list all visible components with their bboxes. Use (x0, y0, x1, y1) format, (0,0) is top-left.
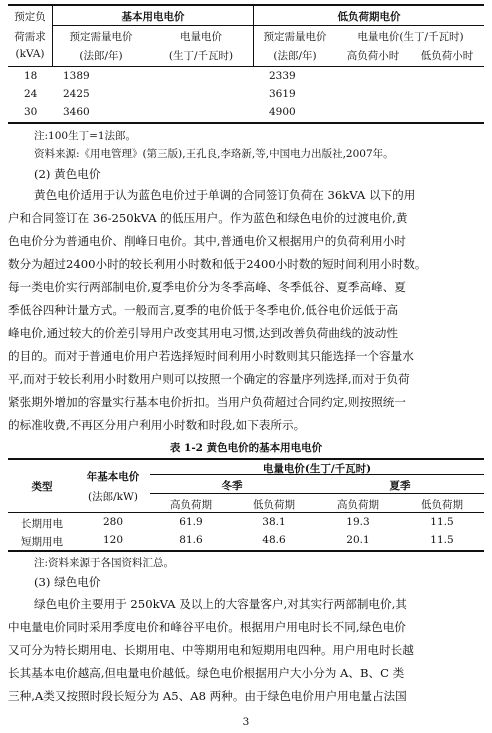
table-2-note: 注:资料来源于各国资料汇总。 (34, 557, 175, 569)
paragraph-line: 紧张期外增加的容量实行基本电价折扣。当用户负荷超过合同约定,则按照统一 (8, 395, 406, 409)
table-1-header-low-demand-1: 预定需量电价 (263, 31, 327, 43)
table-2-row-1-type: 长期用电 (21, 518, 63, 530)
table-2-caption: 表 1-2 黄色电价的基本用电电价 (169, 442, 323, 454)
table-1-header-high-hours: 高负荷小时 (346, 50, 400, 62)
table-2-header-basic-2: (法郎/kW) (88, 491, 138, 503)
table-1-row-2-demand: 2425 (63, 88, 90, 100)
table-1-row-2-load: 24 (24, 88, 38, 100)
paragraph-line: 又可分为特长期用电、长期用电、中等期用电和短期用电四种。用户用电时长越 (8, 643, 414, 657)
table-2-row-1-summer-high: 19.3 (346, 516, 370, 528)
table-2-row-1-basic: 280 (102, 516, 124, 528)
table-1-group-underline-2 (254, 25, 484, 26)
table-1-group-basic: 基本用电电价 (121, 11, 185, 23)
table-1-header-low-hours: 低负荷小时 (420, 50, 474, 62)
table-2-row-2-type: 短期用电 (21, 536, 63, 548)
table-1-header-demand-2: (法郎/年) (79, 50, 123, 62)
table-1-row-1-load: 18 (24, 70, 38, 82)
table-1-header-energy-2: (生丁/千瓦时) (168, 50, 234, 62)
paragraph-line: 平,而对于较长利用小时数用户则可以按照一个确定的容量序列选择,而对于负荷 (8, 372, 410, 386)
page-number: 3 (242, 716, 250, 728)
paragraph-line: 峰电价,通过较大的价差引导用户改变其用电习惯,达到改善负荷曲线的波动性 (8, 326, 398, 340)
paragraph-line: 绿色电价主要用于 250kVA 及以上的大容量客户,对其实行两部制电价,其 (34, 597, 407, 611)
table-2-header-rule (8, 512, 484, 513)
paragraph-line: 每一类电价实行两部制电价,夏季电价分为冬季高峰、冬季低谷、夏季高峰、夏 (8, 280, 406, 294)
table-2-row-1-winter-low: 38.1 (262, 516, 286, 528)
table-1-row-1-demand: 1389 (63, 70, 90, 82)
paragraph-line: 季低谷四种计量方式。一般而言,夏季的电价低于冬季电价,低谷电价远低于高 (8, 303, 398, 317)
paragraph-line: 的目的。而对于普通电价用户若选择短时间利用小时数则其只能选择一个容量水 (8, 349, 414, 363)
paragraph-line: 数分为超过2400小时的较长利用小时数和低于2400小时数的短时间利用小时数。 (8, 257, 427, 271)
paragraph-line: 中电量电价同时采用季度电价和峰谷平电价。根据用户用电时长不同,绿色电价 (8, 620, 406, 634)
paragraph-line: 长其基本电价越高,但电量电价越低。绿色电价根据用户大小分为 A、B、C 类 (8, 666, 405, 680)
table-1-header-demand-1: 预定需量电价 (69, 31, 133, 43)
table-2-row-2-summer-high: 20.1 (346, 534, 370, 546)
table-2-row-2-winter-low: 48.6 (262, 534, 286, 546)
table-2-row-1-summer-low: 11.5 (430, 516, 454, 528)
table-1-group-underline-1 (53, 25, 253, 26)
paragraph-line: 三种,A类又按照时段长短分为 A5、A8 两种。由于绿色电价用户用电量占法国 (8, 689, 407, 703)
table-1-row-1-low-demand: 2339 (269, 70, 296, 82)
table-2-header-summer: 夏季 (389, 480, 411, 492)
table-1-row-3-demand: 3460 (63, 106, 90, 118)
table-1-group-low: 低负荷期电价 (337, 11, 401, 23)
table-2-season-underline (150, 493, 484, 494)
table-1-top-rule (8, 4, 484, 6)
paragraph-line: 户和合同签订在 36-250kVA 的低压用户。作为蓝色和绿色电价的过渡电价,黄 (8, 211, 408, 225)
table-2-header-summer-high: 高负荷期 (337, 499, 379, 511)
table-1-row-3-low-demand: 4900 (269, 106, 296, 118)
table-2-header-energy: 电量电价(生丁/千瓦时) (262, 463, 372, 475)
table-2-header-summer-low: 低负荷期 (421, 499, 463, 511)
table-2-row-2-basic: 120 (102, 534, 124, 546)
table-2-row-2-winter-high: 81.6 (179, 534, 203, 546)
table-2-header-winter-low: 低负荷期 (253, 499, 295, 511)
table-2-row-1-winter-high: 61.9 (179, 516, 203, 528)
table-2-row-2-summer-low: 11.5 (430, 534, 454, 546)
table-1-note: 注:100生丁=1法郎。 (34, 130, 137, 142)
table-1-header-energy-1: 电量电价 (180, 31, 222, 43)
section-3-heading: (3) 绿色电价 (34, 575, 101, 589)
section-2-heading: (2) 黄色电价 (34, 167, 101, 181)
table-1-row-2-low-demand: 3619 (269, 88, 296, 100)
table-2-top-rule (8, 458, 484, 460)
table-1-header-rule (8, 66, 484, 67)
table-2-header-type: 类型 (31, 481, 53, 493)
table-1-bottom-rule (8, 122, 484, 124)
table-1-source: 资料来源:《用电管理》(第三版),王孔良,李珞新,等,中国电力出版社,2007年。 (34, 148, 394, 160)
paragraph-line: 黄色电价适用于认为蓝色电价过于单调的合同签订负荷在 36kVA 以下的用 (34, 188, 416, 202)
table-1-header-low-energy: 电量电价(生丁/千瓦时) (357, 31, 464, 43)
table-2-header-winter: 冬季 (221, 480, 243, 492)
paragraph-line: 的标准收费,不再区分用户利用小时数和时段,如下表所示。 (8, 418, 306, 432)
table-2-header-basic-1: 年基本电价 (86, 471, 140, 483)
table-1-header-load-1: 预定负 (14, 11, 46, 23)
table-2-header-winter-high: 高负荷期 (170, 499, 212, 511)
table-1-header-load-3: (kVA) (15, 48, 45, 60)
paragraph-line: 色电价分为普通电价、削峰日电价。其中,普通电价又根据用户的负荷利用小时 (8, 234, 406, 248)
table-1-header-low-demand-2: (法郎/年) (273, 50, 317, 62)
table-2-bottom-rule (8, 550, 484, 552)
table-1-header-load-2: 荷需求 (14, 31, 46, 43)
table-1-row-3-load: 30 (24, 106, 38, 118)
